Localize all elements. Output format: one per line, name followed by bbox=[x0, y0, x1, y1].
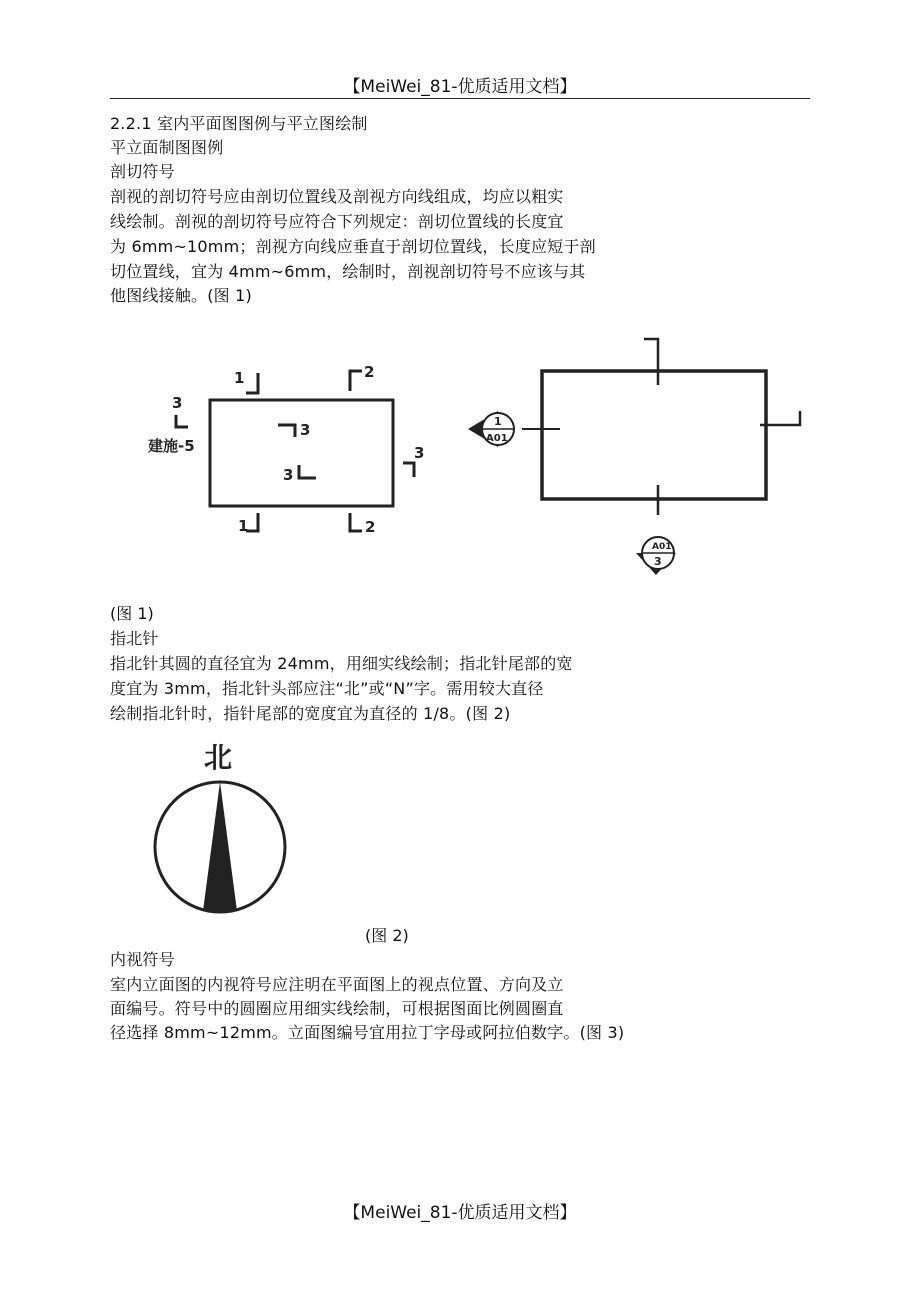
drawing-number-label: 建施-5 bbox=[148, 437, 195, 455]
index-marker-bottom bbox=[636, 537, 676, 575]
page-header: 【MeiWei_81-优质适用文档】 bbox=[343, 77, 577, 97]
paragraph-line: 他图线接触。(图 1) bbox=[110, 286, 252, 305]
index-marker-left-sheet: A01 bbox=[486, 433, 508, 444]
paragraph-line: 剖视的剖切符号应由剖切位置线及剖视方向线组成，均应以粗实 bbox=[110, 187, 564, 206]
section-subheading: 平立面制图图例 bbox=[110, 138, 224, 157]
paragraph-line: 指北针其圆的直径宜为 24mm，用细实线绘制；指北针尾部的宽 bbox=[110, 654, 573, 673]
cut-label-3-inner-top: 3 bbox=[300, 421, 311, 439]
cut-mark-3-inner-top bbox=[278, 425, 295, 437]
north-label: 北 bbox=[204, 741, 233, 774]
page-footer: 【MeiWei_81-优质适用文档】 bbox=[343, 1203, 577, 1223]
north-arrow-figure bbox=[148, 735, 298, 925]
cut-label-1-bottom: 1 bbox=[238, 517, 249, 535]
cut-label-1-top: 1 bbox=[234, 369, 245, 387]
figure-1-caption: (图 1) bbox=[110, 604, 154, 623]
interior-view-title: 内视符号 bbox=[110, 950, 175, 969]
cut-label-3-inner-bottom: 3 bbox=[283, 466, 294, 484]
cut-mark-2-bottom bbox=[350, 513, 362, 531]
header-divider bbox=[110, 98, 810, 99]
plan-rectangle bbox=[210, 400, 393, 506]
paragraph-line: 度宜为 3mm，指北针头部应注“北”或“N”字。需用较大直径 bbox=[110, 679, 544, 698]
cut-mark-3-right bbox=[403, 463, 414, 477]
figure-2-caption: (图 2) bbox=[365, 926, 409, 945]
cut-label-3-right: 3 bbox=[414, 444, 425, 462]
north-arrow-needle bbox=[203, 782, 237, 911]
index-marker-left-number: 1 bbox=[494, 415, 502, 428]
section-heading: 2.2.1 室内平面图图例与平立图绘制 bbox=[110, 114, 368, 133]
north-arrow-title: 指北针 bbox=[110, 629, 159, 648]
paragraph-line: 室内立面图的内视符号应注明在平面图上的视点位置、方向及立 bbox=[110, 975, 564, 994]
paragraph-line: 绘制指北针时，指针尾部的宽度宜为直径的 1/8。(图 2) bbox=[110, 704, 511, 723]
paragraph-line: 为 6mm~10mm；剖视方向线应垂直于剖切位置线，长度应短于剖 bbox=[110, 237, 596, 256]
elevation-rectangle bbox=[542, 371, 766, 499]
cut-mark-3-inner-bottom bbox=[299, 465, 316, 478]
paragraph-line: 径选择 8mm~12mm。立面图编号宜用拉丁字母或阿拉伯数字。(图 3) bbox=[110, 1023, 625, 1042]
cut-label-2-bottom: 2 bbox=[365, 518, 376, 536]
paragraph-line: 线绘制。剖视的剖切符号应符合下列规定：剖切位置线的长度宜 bbox=[110, 212, 564, 231]
cut-label-3-left: 3 bbox=[172, 394, 183, 412]
index-marker-bottom-sheet: A01 bbox=[652, 542, 672, 552]
figure-1-right-diagram bbox=[460, 335, 820, 595]
cut-mark-2-top bbox=[350, 371, 362, 391]
index-marker-bottom-number: 3 bbox=[654, 555, 662, 568]
figure-1-left-diagram bbox=[140, 355, 440, 555]
cut-mark-3-left bbox=[176, 415, 188, 427]
paragraph-line: 面编号。符号中的圆圈应用细实线绘制，可根据图面比例圆圈直 bbox=[110, 999, 564, 1018]
cut-symbol-title: 剖切符号 bbox=[110, 162, 175, 181]
cut-label-2-top: 2 bbox=[364, 363, 375, 381]
index-marker-left bbox=[468, 411, 514, 447]
paragraph-line: 切位置线，宜为 4mm~6mm，绘制时，剖视剖切符号不应该与其 bbox=[110, 262, 586, 281]
cut-mark-1-top bbox=[246, 373, 258, 393]
